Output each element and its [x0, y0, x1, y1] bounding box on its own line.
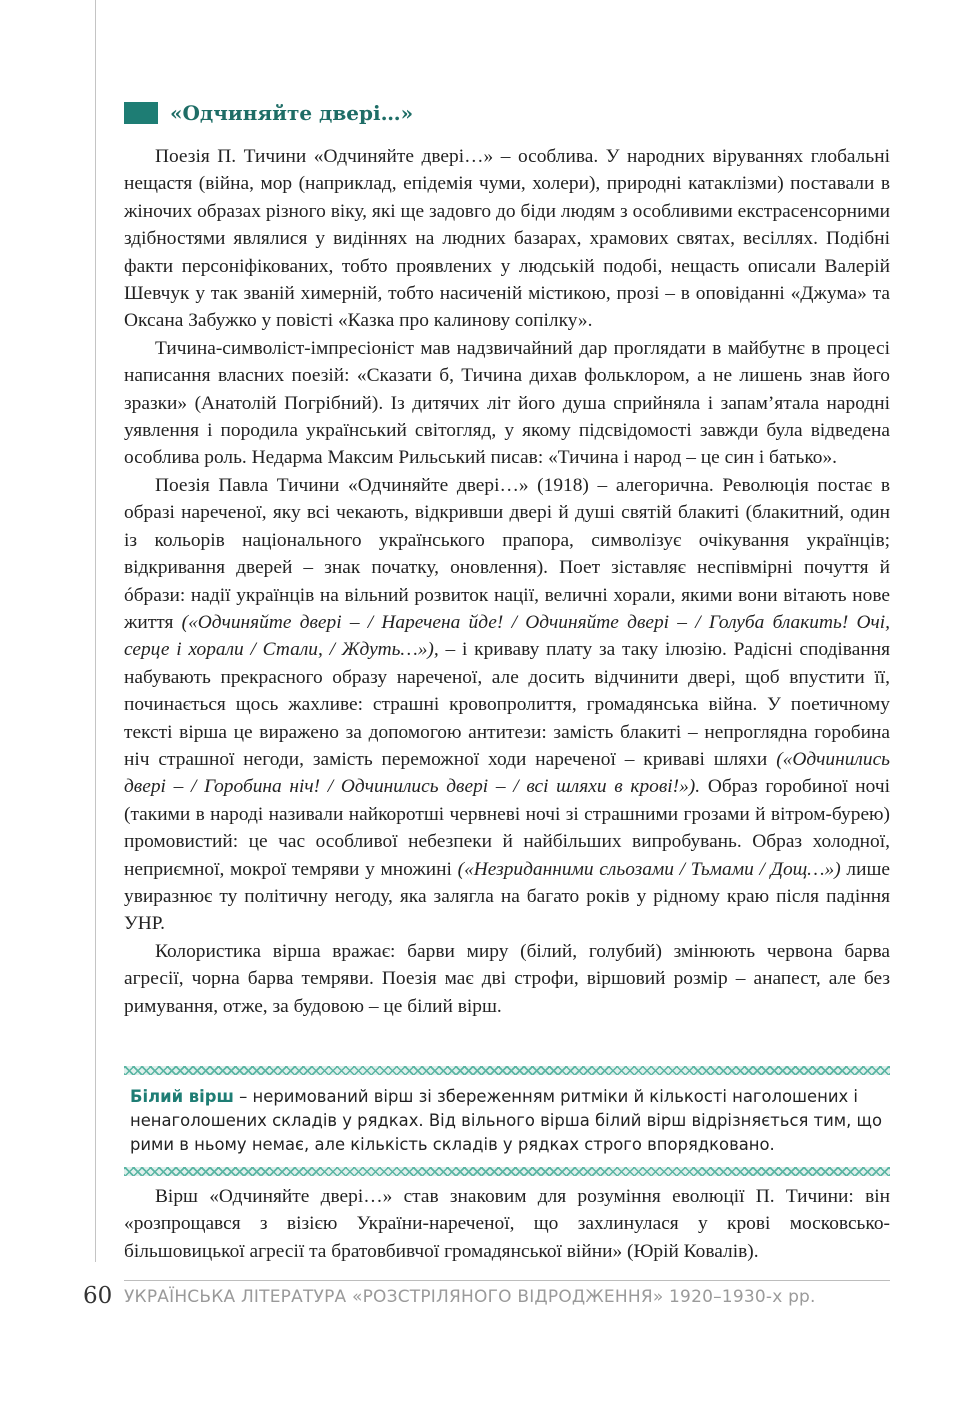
- text-fragment: Образ горобиної ночі (такими в народі називали найкоротші червневі ночі зі страшними грозами й вітром-бурею) промовистий: це час особливої небезпеки й найбільших випробувань. Образ холодної, неприємної, мокрої темряви у множині: [124, 776, 891, 880]
- main-text: [124, 143, 890, 1020]
- running-title: УКРАЇНСЬКА ЛІТЕРАТУРА «РОЗСТРІЛЯНОГО ВІДРОДЖЕННЯ» 1920–1930-х рр.: [124, 1287, 816, 1307]
- definition-box: [124, 1066, 890, 1176]
- definition-term: Білий вірш: [130, 1087, 234, 1106]
- text-fragment: Тичина-символіст-імпресіоніст мав надзвичайний дар проглядати в майбутнє в процесі написання власних поезій: «Сказати б, Тичина дихав фольклором, а не лишень знав його зразки» (Анатолій Погрібний). Із дитячих літ його душа сприйняла і запам’ятала народні уявлення і породила український світогляд, у якому підсвідомості завжди була відведена особлива роль. Недарма Максим Рильський писав: «Тичина і народ – це син і батько».: [124, 337, 890, 469]
- section-title: «Одчиняйте двері…»: [170, 101, 414, 125]
- paragraph: Вірш «Одчиняйте двері…» став знаковим для розуміння еволюції П. Тичини: він «розпрощався з візією України-нареченої, що захлинулася у крові московсько-більшовицької агресії та братовбивчої громадянської війни» (Юрій Ковалів).: [124, 1186, 890, 1262]
- paragraph: [124, 143, 890, 335]
- margin-rule: [95, 0, 96, 1262]
- heading-marker: [124, 102, 158, 124]
- text-fragment: Колористика вірша вражає: барви миру (білий, голубий) змінюють червона барва агресії, чорна барва темряви. Поезія має дві строфи, віршовий розмір – анапест, але без римування, отже, за будовою – це білий вірш.: [124, 940, 890, 1017]
- text-fragment: Поезія П. Тичини «Одчиняйте двері…» – особлива. У народних віруваннях глобальні нещастя (війна, мор (наприклад, епідемія чуми, холери), природні катаклізми) поставали в жіночих образах різного віку, які ще задовго до біди людям з особливими екстрасенсорними здібностями являлися у видіннях на людних базарах, храмових святах, весіллях. Подібні факти персоніфікованих, тобто проявлених у людській подобі, нещасть описали Валерій Шевчук у так званій химерній, тобто насиченій містикою, прозі – в оповіданні «Джума» та Оксана Забужко у повісті «Казка про калинову сопілку».: [124, 146, 890, 332]
- paragraph: [124, 335, 890, 472]
- ornament-top: [124, 1066, 890, 1075]
- text-fragment: лише увиразнює ту політичну негоду, яка залягла на багато років у рідному краю після падіння УНР.: [124, 858, 890, 935]
- quote-fragment: («Одчиняйте двері – / Наречена йде! / Одчиняйте двері – / Голуба блакить! Очі, серце і хорали / Стали, / Ждуть…»),: [124, 611, 891, 661]
- definition-text: [124, 1085, 890, 1157]
- closing-text: [124, 1183, 890, 1265]
- quote-fragment: («Незриданними сльозами / Тьмами / Дощ…»): [457, 858, 841, 880]
- paragraph: [124, 938, 890, 1020]
- page-number: 60: [83, 1283, 113, 1309]
- footer-rule: [124, 1280, 890, 1281]
- ornament-bottom: [124, 1167, 890, 1176]
- section-heading: [124, 98, 413, 128]
- quote-fragment: («Одчинились двері – / Горобина ніч! / Одчинились двері – / всі шляхи в крові!»).: [124, 748, 890, 798]
- text-fragment: – і криваву плату за таку ілюзію. Радісні сподівання набувають прекрасного образу нареченої, але досить відчинити двері, щоб впустити її, починається щось жахливе: страшні кровопролиття, громадянська війна. У поетичному тексті вірша це виражено за допомогою антитези: замість блакиті – непроглядна горобина ніч страшної негоди, замість переможної ходи нареченої – криваві шляхи: [124, 639, 890, 770]
- paragraph: [124, 472, 890, 938]
- text-fragment: Поезія Павла Тичини «Одчиняйте двері…» (1918) – алегорична. Революція постає в образі нареченої, яку всі чекають, відкривши двері й душі святій блакиті (блакитний, один із кольорів національного українського прапора, символізує очікування українців; відкривання дверей – знак початку, оновлення). Поет зіставляє неспівмірні почуття й óбрази: надії українців на вільний розвиток нації, величні хорали, якими вони вітають нове життя: [124, 474, 890, 633]
- definition-body: – неримований вірш зі збереженням ритміки й кількості наголошених і ненаголошених складів у рядках. Від вільного вірша білий вірш відрізняється тим, що рими в ньому немає, але кількість складів у рядках строго впорядковано.: [130, 1087, 882, 1154]
